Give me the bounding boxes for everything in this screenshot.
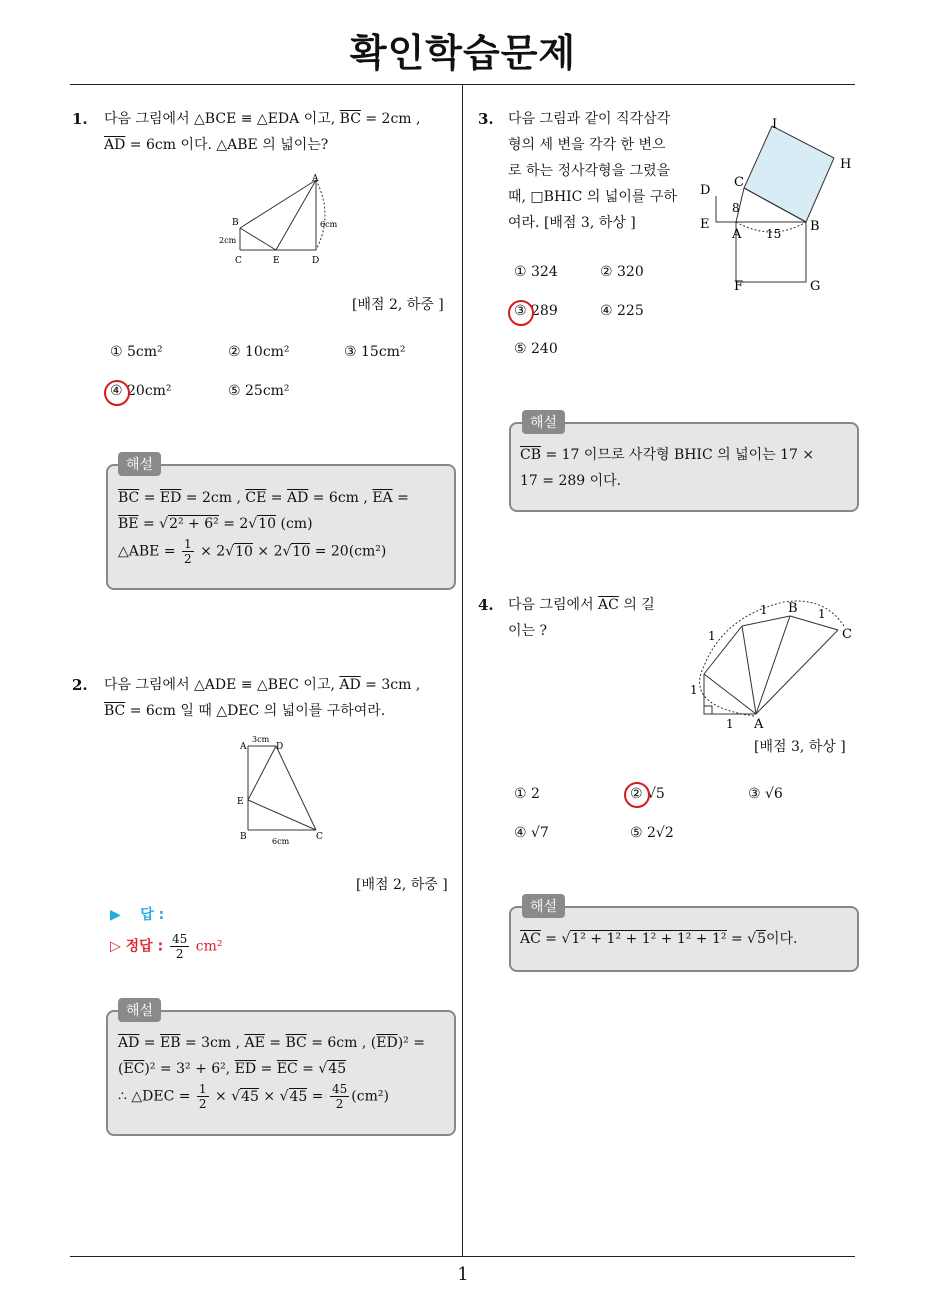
question-text: 다음 그림과 같이 직각삼각 형의 세 변을 각각 한 변으 로 하는 정사각형을 그렸을 때, □BHIC 의 넓이를 구하 여라. [배점 3, 하상 ]: [508, 111, 677, 231]
choice-4[interactable]: ④ 20cm²: [110, 383, 172, 399]
label-ab: 15: [766, 227, 782, 241]
squares-figure: [694, 110, 864, 296]
solution-text: $\overline{CB} = 17$ 이므로 사각형 BHIC 의 넓이는 17 × 17 = 289 이다.: [520, 447, 815, 489]
choice-2[interactable]: ② √5: [630, 786, 665, 802]
solution-text: $\overline{BC} = \overline{ED} = 2cm$ , $\overline{CE} = \overline{AD} = 6cm$ , $\overline{EA}$ = $\overline{BE} = √2^2 + 6^2 = 2√10$ (cm) △ABE = $\frac{1}{2}$ × 2√10 × 2√10 = 20(cm²): [118, 490, 409, 566]
choice-4[interactable]: ④ √7: [514, 825, 549, 841]
solution-tag: 해설: [118, 998, 161, 1022]
choice-1[interactable]: ① 324: [514, 264, 558, 280]
label-B: B: [810, 219, 820, 234]
label-E: E: [237, 797, 244, 807]
label-D: D: [276, 742, 284, 752]
choice-3[interactable]: ③ 289: [514, 303, 558, 319]
label-A: A: [754, 717, 764, 732]
label-G: G: [810, 279, 821, 294]
label-C: C: [734, 175, 744, 190]
score-label: [배점 3, 하상 ]: [754, 739, 846, 755]
label-C: C: [842, 627, 852, 642]
question-number: 1.: [72, 110, 88, 128]
label-bc: 2cm: [219, 236, 237, 245]
label-A: A: [240, 742, 247, 752]
label-I: I: [772, 117, 778, 132]
label-H: H: [840, 157, 852, 172]
label-ad: 6cm: [320, 220, 338, 229]
question-number: 2.: [72, 676, 88, 694]
selected-answer-mark: [508, 300, 534, 326]
label-C: C: [235, 256, 242, 266]
choice-5[interactable]: ⑤ 2√2: [630, 825, 674, 841]
solution-text: $\overline{AD} = \overline{EB} = 3cm$ , $\overline{AE} = \overline{BC} = 6cm$ , $(\overline{ED})^2$ = $(\overline{EC})^2 = 3^2 + 6^2$, $\overline{ED} = \overline{EC} = √45$ ∴ △DEC = $\frac{1}{2}$ × √45 × √45 = $\frac{45}{2}$ (cm²): [118, 1035, 425, 1111]
label-F: F: [734, 279, 744, 294]
question-text: 다음 그림에서 △ADE ≡ △BEC 이고, $\overline{AD} = 3cm$ , $\overline{BC} = 6cm$ 일 때 △DEC 의 넓이를 구하여라.: [104, 677, 421, 719]
solution-text: $\overline{AC} = √1^2 + 1^2 + 1^2 + 1^2 + 1^2 = √5$이다.: [520, 931, 798, 947]
choice-3[interactable]: ③ 15cm²: [344, 344, 406, 360]
label-one: 1: [690, 683, 698, 697]
triangle-figure: [212, 170, 352, 266]
label-E: E: [273, 256, 280, 266]
label-ca: 8: [732, 201, 740, 215]
question-text: 다음 그림에서 $\overline{AC}$ 의 길 이는 ?: [508, 597, 655, 639]
label-one: 1: [708, 629, 716, 643]
label-one: 1: [818, 607, 826, 621]
label-B: B: [240, 832, 247, 842]
label-B: B: [788, 601, 798, 616]
spiral-figure: [684, 596, 860, 738]
choice-2[interactable]: ② 10cm²: [228, 344, 290, 360]
footer-rule: [70, 1256, 855, 1257]
choice-5[interactable]: ⑤ 25cm²: [228, 383, 290, 399]
answer-label: ▶ 답 :: [110, 907, 165, 923]
label-B: B: [232, 218, 239, 228]
choice-1[interactable]: ① 2: [514, 786, 540, 802]
question-number: 3.: [478, 110, 494, 128]
label-ad: 3cm: [252, 735, 270, 744]
selected-answer-mark: [624, 782, 650, 808]
question-number: 4.: [478, 596, 494, 614]
solution-tag: 해설: [522, 894, 565, 918]
selected-answer-mark: [104, 380, 130, 406]
solution-tag: 해설: [118, 452, 161, 476]
label-bc: 6cm: [272, 837, 290, 846]
label-A: A: [732, 227, 742, 242]
trapezoid-figure: [232, 732, 332, 850]
question-text: 다음 그림에서 △BCE ≡ △EDA 이고, $\overline{BC} = 2cm$ , $\overline{AD} = 6cm$ 이다. △ABE 의 넓이는?: [104, 111, 421, 153]
choice-1[interactable]: ① 5cm²: [110, 344, 163, 360]
correct-answer: ▷ 정답 : $\frac{45}{2}$ cm²: [110, 932, 223, 961]
score-label: [배점 2, 하중 ]: [356, 877, 448, 893]
label-D: D: [312, 256, 320, 266]
choice-4[interactable]: ④ 225: [600, 303, 644, 319]
score-label: [배점 2, 하중 ]: [352, 297, 444, 313]
solution-tag: 해설: [522, 410, 565, 434]
page-title: 확인학습문제: [349, 31, 577, 75]
page-number: 1: [457, 1264, 469, 1285]
choice-2[interactable]: ② 320: [600, 264, 644, 280]
label-A: A: [312, 174, 319, 184]
column-divider: [462, 84, 463, 1256]
choice-5[interactable]: ⑤ 240: [514, 341, 558, 357]
label-C: C: [316, 832, 323, 842]
label-E: E: [700, 217, 710, 232]
label-one: 1: [760, 603, 768, 617]
label-D: D: [700, 183, 711, 198]
choice-3[interactable]: ③ √6: [748, 786, 783, 802]
label-one: 1: [726, 717, 734, 731]
